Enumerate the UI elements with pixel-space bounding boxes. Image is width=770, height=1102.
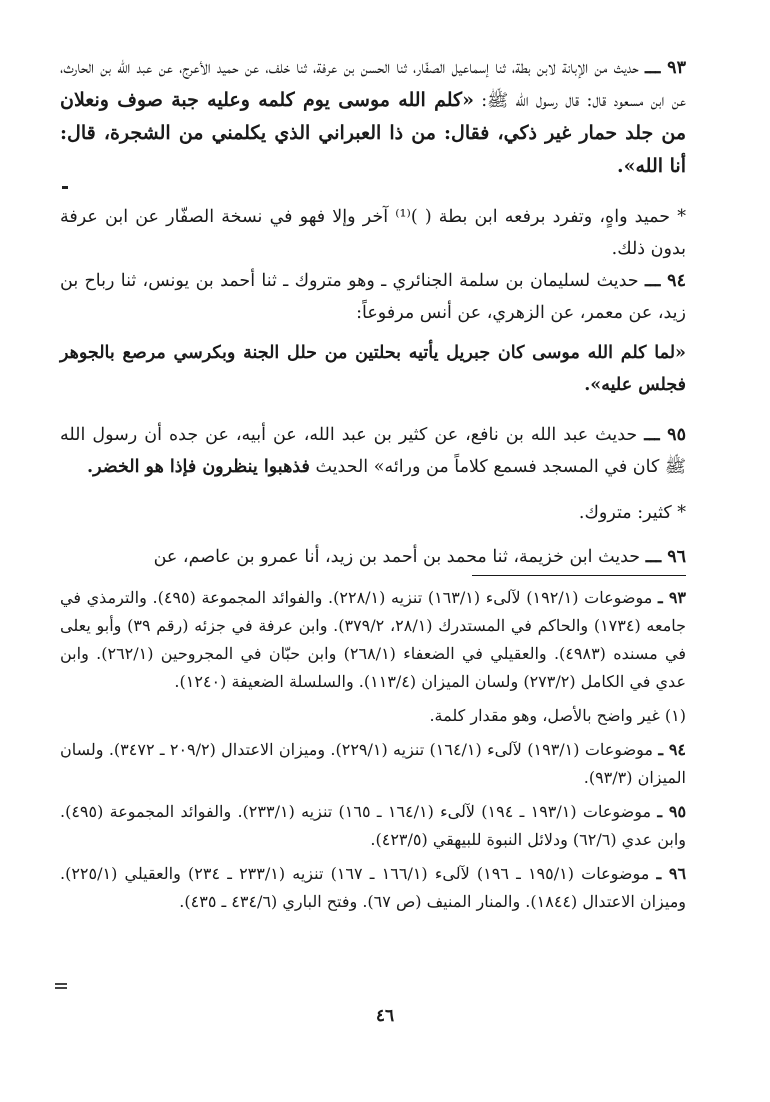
footnote-95-number: ٩٥ ـ — [657, 802, 687, 821]
hadith-96-intro: حديث ابن خزيمة، ثنا محمد بن أحمد بن زيد، أنا عمرو بن عاصم، عن — [153, 547, 641, 567]
footnote-95 — [60, 798, 686, 854]
hadith-94 — [60, 265, 686, 329]
hadith-94-matn: «لما كلم الله موسى كان جبريل يأتيه بحلتين من حلل الجنة وبكرسي مرصع بالجوهر فجلس عليه». — [60, 343, 686, 395]
hadith-93-intro: حديث من الإبانة لابن بطة، ثنا إسماعيل الصفّار، ثنا الحسن بن عرفة، ثنا خلف، عن حميد الأعرج، عن عبد الله بن الحارث، عن ابن مسعود قال: قال رسول الله ﷺ: — [60, 58, 686, 111]
hadith-95-note: * كثير: متروك. — [578, 503, 686, 523]
hadith-95-intro: حديث عبد الله بن نافع، عن كثير بن عبد الله، عن أبيه، عن جده أن رسول الله ﷺ كان في المسجد فسمع كلاماً من ورائه» الحديث — [60, 425, 686, 477]
hadith-96 — [60, 541, 686, 573]
hadith-95-matn-tail: فذهبوا ينظرون فإذا هو الخضر. — [87, 457, 310, 477]
hadith-95 — [60, 419, 686, 483]
page-body — [60, 52, 686, 922]
footnote-94 — [60, 736, 686, 792]
footnote-93-text: موضوعات (١٩٢/١) لآلىء (١٦٣/١) تنزيه (٢٢٨/١). والفوائد المجموعة (٤٩٥). والترمذي في جامعه (١٧٣٤) والحاكم في المستدرك (٢٨/١، ٣٧٩/٢). وابن عرفة في جزئه (رقم ٣٩) وأبو يعلى في مسنده (٤٩٨٣). والعقيلي في الضعفاء (٢٦٨/١) وابن حبّان في المجروحين (٢٦٢/١). وابن عدي في الكامل (٢٧٣/٢) ولسان الميزان (١١٣/٤). والسلسلة الضعيفة (١٢٤٠). — [60, 588, 687, 691]
hadith-93-matn: «كلم الله موسى يوم كلمه وعليه جبة صوف ونعلان من جلد حمار غير ذكي، فقال: من ذا العبراني الذي يكلمني من الشجرة، قال: أنا الله». — [60, 89, 686, 177]
margin-equals-mark — [55, 983, 67, 985]
hadith-93 — [60, 52, 686, 183]
hadith-93-number: ٩٣ ـــ — [645, 58, 686, 78]
footnotes — [60, 584, 686, 916]
hadith-95-number: ٩٥ ـــ — [644, 425, 686, 445]
footnote-93 — [60, 584, 686, 696]
footnote-94-number: ٩٤ ـ — [658, 740, 687, 759]
page-number: ٤٦ — [375, 1006, 395, 1026]
hadith-96-number: ٩٦ ـــ — [645, 547, 686, 567]
main-text — [60, 52, 686, 573]
footnote-divider — [472, 575, 686, 576]
footnote-95-text: موضوعات (١٩٣/١ ـ ١٩٤) لآلىء (١٦٤/١ ـ ١٦٥) تنزيه (٢٣٣/١). والفوائد المجموعة (٤٩٥). وابن عدي (٦٢/٦) ودلائل النبوة للبيهقي (٤٢٣/٥). — [60, 802, 686, 849]
footnote-96-text: موضوعات (١٩٥/١ ـ ١٩٦) لآلىء (١٦٦/١ ـ ١٦٧) تنزيه (٢٣٣/١ ـ ٢٣٤) والعقيلي (٢٢٥/١). وميزان الاعتدال (١٨٤٤). والمنار المنيف (ص ٦٧). وفتح الباري (٤٣٤/٦ ـ ٤٣٥). — [60, 864, 686, 911]
footnote-1: (١) غير واضح بالأصل، وهو مقدار كلمة. — [429, 706, 686, 725]
footnote-93-number: ٩٣ ـ — [658, 588, 687, 607]
footnote-96-number: ٩٦ ـ — [656, 864, 687, 883]
footnote-94-text: موضوعات (١٩٣/١) لآلىء (١٦٤/١) تنزيه (٢٢٩/١). وميزان الاعتدال (٢٠٩/٢ ـ ٣٤٧٢). ولسان الميزان (٩٣/٣). — [60, 740, 686, 787]
hadith-94-number: ٩٤ ـــ — [644, 271, 686, 291]
hadith-93-note: * حميد واهٍ، وتفرد برفعه ابن بطة ( )⁽¹⁾ آخر وإلا فهو في نسخة الصفّار عن ابن عرفة بدون ذلك. — [60, 207, 686, 259]
hadith-94-intro: حديث لسليمان بن سلمة الجنائري ـ وهو متروك ـ ثنا أحمد بن يونس، ثنا رباح بن زيد، عن معمر، عن الزهري، عن أنس مرفوعاً: — [60, 271, 686, 323]
footnote-96 — [60, 860, 686, 916]
